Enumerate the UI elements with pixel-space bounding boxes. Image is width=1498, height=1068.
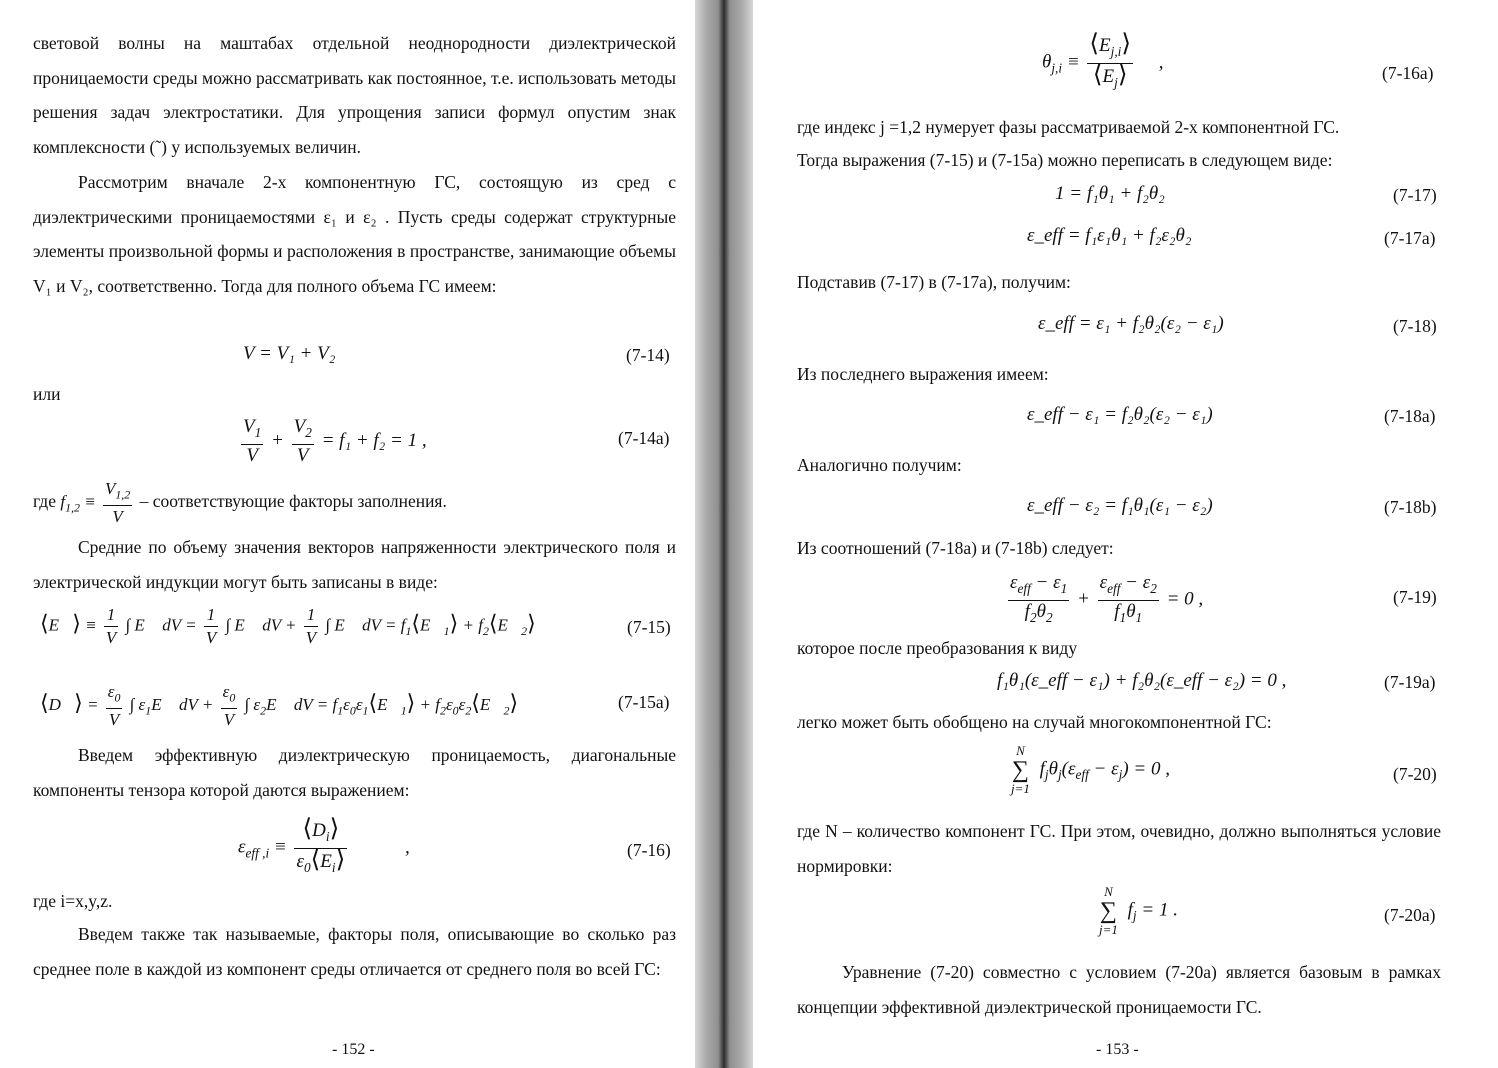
rewrite-note: Тогда выражения (7-15) и (7-15a) можно переписать в следующем виде: bbox=[797, 150, 1333, 170]
equation-number-7-17: (7-17) bbox=[1393, 185, 1437, 205]
after-transform-note: которое после преобразования к виду bbox=[797, 638, 1078, 658]
or-word: или bbox=[33, 384, 61, 404]
similarly-note: Аналогично получим: bbox=[797, 455, 962, 475]
paragraph-normalization: где N – количество компонент ГС. При этом, очевидно, должно выполняться условие нормировки: bbox=[797, 821, 1441, 876]
left-page bbox=[0, 0, 700, 1068]
equation-7-19a: f₁θ₁(ε_eff − ε₁) + f₂θ₂(ε_eff − ε₂) = 0 , bbox=[997, 670, 1287, 691]
equation-number-7-14a: (7-14a) bbox=[618, 428, 670, 448]
right-page bbox=[750, 0, 1498, 1068]
equation-7-14a-tail: = f₁ + f₂ = 1 , bbox=[321, 429, 427, 451]
where-fill-factor bbox=[33, 478, 447, 528]
page-number-right: - 153 - bbox=[1096, 1041, 1139, 1058]
relations-note: Из соотношений (7-18a) и (7-18b) следует: bbox=[797, 538, 1114, 558]
where-suffix: – соответствующие факторы заполнения. bbox=[139, 491, 447, 512]
where-index-i: где i=x,y,z. bbox=[33, 891, 113, 911]
from-last-note: Из последнего выражения имеем: bbox=[797, 364, 1049, 384]
equation-7-16: $\varepsilon_{eff ,i}$ ≡ $\frac{⟨D_i⟩}{\varepsilon_0⟨E_i⟩}$ , bbox=[238, 815, 410, 875]
equation-number-7-19: (7-19) bbox=[1393, 587, 1437, 607]
equation-number-7-20a: (7-20a) bbox=[1384, 905, 1436, 925]
equation-number-7-19a: (7-19a) bbox=[1384, 672, 1436, 692]
equation-7-19: $\frac{\varepsilon_{eff} - \varepsilon_1}{f_2\theta_2}$ + $\frac{\varepsilon_{eff} - \varepsilon_2}{f_1\theta_1}$ = 0 , bbox=[1010, 572, 1204, 625]
equation-7-15a: ⟨D⃗⟩ = $\frac{\varepsilon_0}{V}$ ∫ $\varepsilon_1E⃗$ dV + $\frac{\varepsilon_0}{V}$ ∫ $\varepsilon_2E⃗$ dV = $f_1\varepsilon_0\varepsilon_1⟨E⃗_1⟩$ + $f_2\varepsilon_0\varepsilon_2⟨E⃗_2⟩$ bbox=[40, 682, 519, 730]
phase-index-note: где индекс j =1,2 нумерует фазы рассматриваемой 2-х компонентной ГС. bbox=[797, 117, 1340, 137]
paragraph-averages: Средние по объему значения векторов напряженности электрического поля и электрической индукции могут быть записаны в виде: bbox=[33, 537, 676, 592]
equation-7-20a: N ∑ j=1 $f_j = 1$ . bbox=[1099, 884, 1178, 937]
equation-7-18: ε_eff = ε₁ + f₂θ₂(ε₂ − ε₁) bbox=[1038, 313, 1224, 334]
equation-number-7-18a: (7-18a) bbox=[1384, 406, 1436, 426]
paragraph-two-component: Рассмотрим вначале 2-х компонентную ГС, состоящую из сред с диэлектрическими проницаемостями ε₁ и ε₂ . Пусть среды содержат структурные элементы произвольной формы и расположения в пространстве, занимающие объемы V₁ и V₂, соответственно. Тогда для полного объема ГС имеем: bbox=[33, 172, 676, 296]
substitution-note: Подставив (7-17) в (7-17a), получим: bbox=[797, 272, 1071, 292]
equation-number-7-15: (7-15) bbox=[627, 617, 671, 637]
equation-7-17a: ε_eff = f₁ε₁θ₁ + f₂ε₂θ₂ bbox=[1027, 225, 1192, 246]
paragraph-conclusion: Уравнение (7-20) совместно с условием (7-20a) является базовым в рамках концепции эффективной диэлектрической проницаемости ГС. bbox=[797, 962, 1441, 1017]
paragraph-field-factors: Введем также так называемые, факторы поля, описывающие во сколько раз среднее поле в каждой из компонент среды отличается от среднего поля во всей ГС: bbox=[33, 924, 676, 979]
equation-number-7-17a: (7-17a) bbox=[1384, 228, 1436, 248]
equation-7-14a: $\frac{V_1}{V}$ + $\frac{V_2}{V}$ = f₁ + f₂ = 1 , bbox=[243, 416, 427, 466]
equation-7-20: N ∑ j=1 $f_j\theta_j(\varepsilon_{eff} - \varepsilon_j) = 0$ , bbox=[1011, 743, 1170, 796]
fill-factor-definition: $f_{1,2}$ ≡ $\frac{V_{1,2}}{V}$ bbox=[60, 479, 131, 527]
generalization-note: легко может быть обобщено на случай многокомпонентной ГС: bbox=[797, 712, 1272, 732]
equation-7-15: ⟨E⃗⟩ ≡ $\frac{1}{V}$ ∫ E⃗ dV = $\frac{1}{V}$ ∫ E⃗ dV + $\frac{1}{V}$ ∫ E⃗ dV = $f_1⟨E⃗_1⟩$ + $f_2⟨E⃗_2⟩$ bbox=[40, 605, 536, 647]
book-gutter bbox=[695, 0, 753, 1068]
paragraph-effective-permittivity: Введем эффективную диэлектрическую проницаемость, диагональные компоненты тензора которой даются выражением: bbox=[33, 745, 676, 800]
equation-7-18b: ε_eff − ε₂ = f₁θ₁(ε₁ − ε₂) bbox=[1027, 495, 1213, 516]
equation-number-7-16: (7-16) bbox=[627, 840, 671, 860]
equation-number-7-18b: (7-18b) bbox=[1384, 497, 1437, 517]
equation-7-17: 1 = f₁θ₁ + f₂θ₂ bbox=[1055, 183, 1165, 204]
equation-number-7-16a: (7-16a) bbox=[1382, 63, 1434, 83]
where-prefix: где bbox=[33, 491, 56, 512]
equation-number-7-18: (7-18) bbox=[1393, 316, 1437, 336]
equation-number-7-20: (7-20) bbox=[1393, 764, 1437, 784]
paragraph-intro: световой волны на маштабах отдельной неоднородности диэлектрической проницаемости среды можно рассматривать как постоянное, т.е. использовать методы решения задач электростатики. Для упрощения записи формул опустим знак комплексности (˜) у используемых величин. bbox=[33, 33, 676, 157]
equation-7-18a: ε_eff − ε₁ = f₂θ₂(ε₂ − ε₁) bbox=[1027, 404, 1213, 425]
page-number-left: - 152 - bbox=[332, 1041, 375, 1058]
equation-7-16a: $\theta_{j,i}$ ≡ $\frac{⟨E_{j,i}⟩}{⟨E_j⟩}$ , bbox=[1042, 30, 1164, 90]
equation-number-7-15a: (7-15a) bbox=[618, 692, 670, 712]
equation-7-14: V = V₁ + V₂ bbox=[243, 343, 336, 364]
equation-number-7-14: (7-14) bbox=[626, 345, 670, 365]
